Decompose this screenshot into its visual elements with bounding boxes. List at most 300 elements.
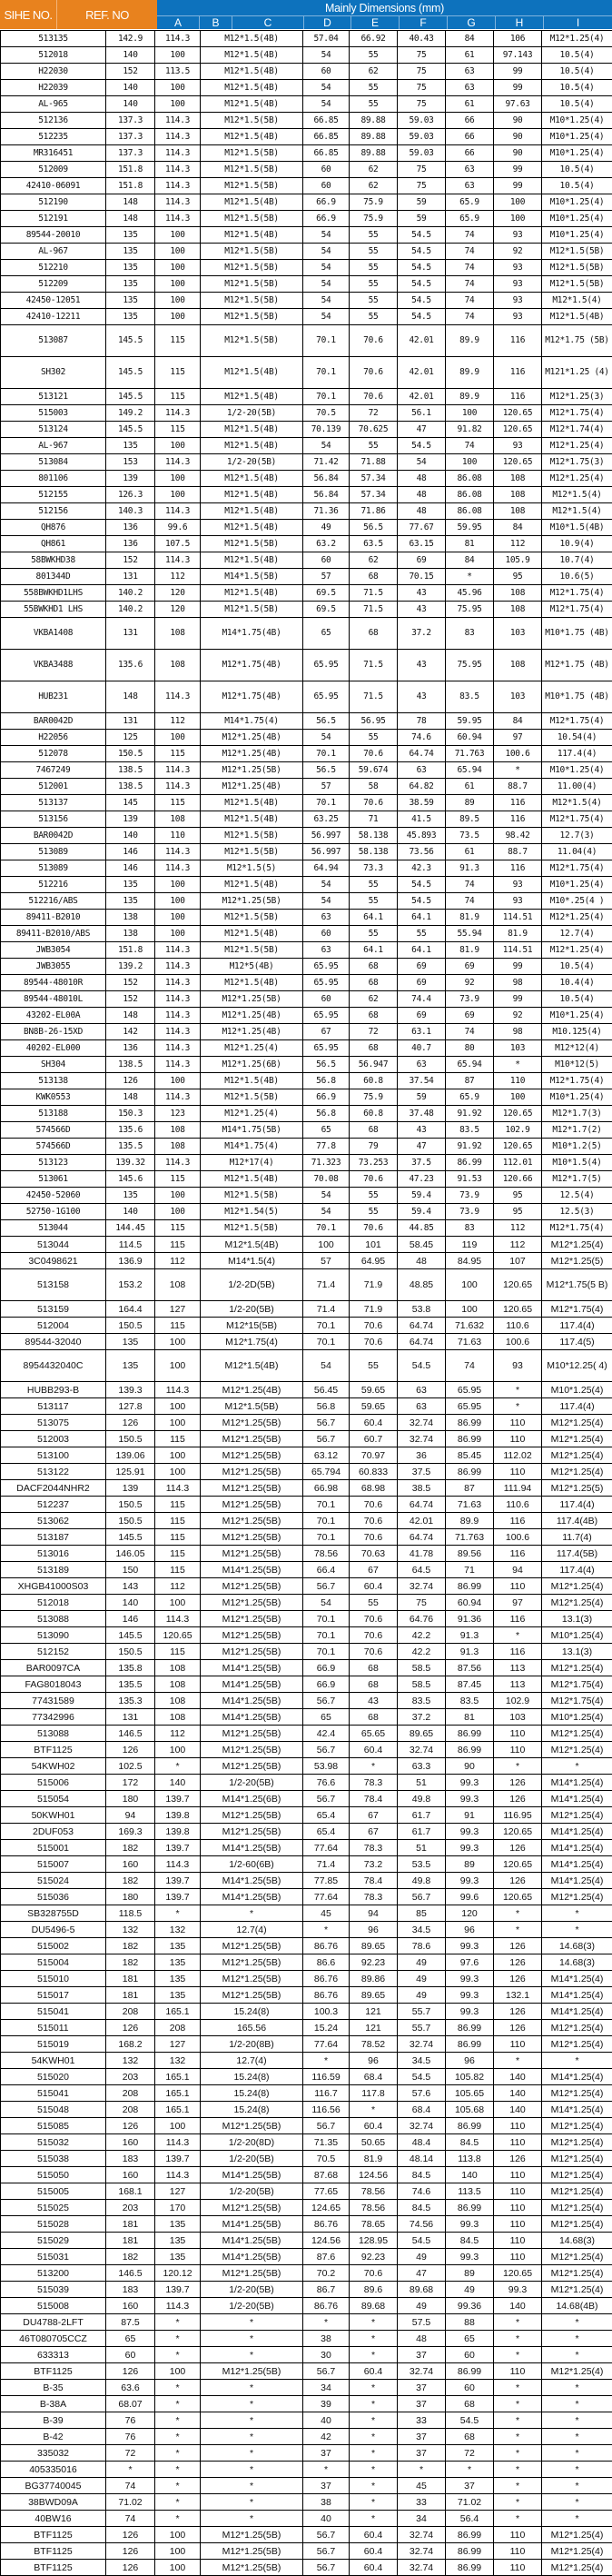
cell-col-ref: 139.2 (106, 959, 155, 975)
cell-col-f: 75 (398, 1595, 446, 1611)
cell-col-f: 42.2 (398, 1627, 446, 1644)
cell-col-thread: M12*1.5(5B) (201, 309, 303, 325)
cell-col-d: 54 (303, 438, 350, 454)
cell-col-thread: M12*1.25(5B) (201, 1627, 303, 1644)
cell-part-no: 513156 (1, 811, 106, 828)
cell-col-h: 120.66 (494, 1171, 542, 1188)
cell-part-no: 512018 (1, 47, 106, 64)
cell-col-a: 108 (155, 1709, 201, 1726)
cell-col-e: 60.4 (350, 1742, 398, 1758)
table-row (1, 2249, 612, 2265)
cell-col-h: * (494, 2511, 542, 2527)
cell-col-thread: M12*1.5(4B) (201, 227, 303, 244)
cell-col-ref: 139.06 (106, 1447, 155, 1464)
cell-col-a: 100 (155, 309, 201, 325)
cell-col-a: 114.3 (155, 1024, 201, 1040)
cell-col-h: 93 (494, 1350, 542, 1382)
cell-col-h: * (494, 1398, 542, 1415)
cell-col-h: 102.9 (494, 1693, 542, 1709)
cell-part-no: 513062 (1, 1513, 106, 1529)
cell-col-a: 100 (155, 877, 201, 893)
cell-col-e: * (350, 1758, 398, 1775)
cell-col-thread: * (201, 2478, 303, 2494)
cell-col-e: 57.34 (350, 471, 398, 487)
cell-col-g: 86.99 (446, 2036, 494, 2053)
cell-col-h: 120.65 (494, 422, 542, 438)
cell-col-thread: M12*1.5(4B) (201, 96, 303, 113)
cell-col-f: 69 (398, 975, 446, 991)
cell-col-h: 111.94 (494, 1480, 542, 1497)
cell-col-thread: M12*1.25(5B) (201, 1431, 303, 1447)
table-row (1, 520, 612, 536)
cell-part-no: 40BW16 (1, 2511, 106, 2527)
cell-part-no: 515010 (1, 1971, 106, 1987)
cell-col-h: 116 (494, 357, 542, 389)
cell-col-a: 100 (155, 1334, 201, 1350)
cell-col-f: 49 (398, 2249, 446, 2265)
cell-col-ref: 182 (106, 1873, 155, 1889)
cell-col-a: 100 (155, 730, 201, 746)
cell-col-i: M12*1.25(4) (542, 2363, 612, 2380)
cell-col-h: 97.143 (494, 47, 542, 64)
cell-part-no: 801344D (1, 569, 106, 585)
cell-col-g: 37 (446, 2478, 494, 2494)
cell-col-ref: 160 (106, 2298, 155, 2314)
cell-col-i: * (542, 1758, 612, 1775)
cell-col-e: 55 (350, 1188, 398, 1204)
table-row (1, 893, 612, 910)
cell-col-g: 71.63 (446, 1497, 494, 1513)
cell-col-e: 55 (350, 96, 398, 113)
cell-col-g: 74 (446, 309, 494, 325)
cell-col-a: * (155, 2331, 201, 2347)
cell-col-i: * (542, 2429, 612, 2445)
cell-col-e: 71.88 (350, 454, 398, 471)
cell-col-e: 68 (350, 975, 398, 991)
cell-col-e: 72 (350, 1024, 398, 1040)
cell-col-d: 39 (303, 2396, 350, 2412)
table-row (1, 1758, 612, 1775)
cell-col-f: 48 (398, 503, 446, 520)
cell-col-thread: M14*1.25(5B) (201, 1840, 303, 1856)
cell-col-a: 135 (155, 1971, 201, 1987)
cell-col-ref: 140 (106, 80, 155, 96)
cell-col-i: 10.5(4) (542, 64, 612, 80)
cell-part-no: 558BWKHD1LHS (1, 585, 106, 602)
cell-col-ref: 150.5 (106, 1431, 155, 1447)
cell-part-no: 512155 (1, 487, 106, 503)
cell-col-thread: M12*1.5(5B) (201, 145, 303, 162)
cell-col-i: 13.1(3) (542, 1644, 612, 1660)
cell-col-g: 74 (446, 227, 494, 244)
cell-col-h: 95 (494, 1188, 542, 1204)
table-row (1, 309, 612, 325)
cell-part-no: 89411-B2010/ABS (1, 926, 106, 942)
cell-col-e: 71.5 (350, 602, 398, 618)
cell-col-i: M14*1.25(4) (542, 1873, 612, 1889)
cell-part-no: 515048 (1, 2102, 106, 2118)
cell-col-f: 32.74 (398, 2527, 446, 2543)
table-row (1, 454, 612, 471)
cell-col-f: 48.4 (398, 2134, 446, 2151)
cell-col-thread: M12*1.25(5B) (201, 2527, 303, 2543)
cell-col-f: 63.3 (398, 1758, 446, 1775)
cell-col-ref: 135.8 (106, 1660, 155, 1676)
cell-col-h: 100 (494, 1089, 542, 1106)
cell-col-g: 80 (446, 1040, 494, 1057)
cell-col-d: 54 (303, 227, 350, 244)
cell-part-no: DACF2044NHR2 (1, 1480, 106, 1497)
cell-col-ref: 151.8 (106, 178, 155, 194)
table-row (1, 762, 612, 779)
cell-col-h: 103 (494, 618, 542, 650)
cell-col-g: 99.3 (446, 1775, 494, 1791)
table-row (1, 1807, 612, 1824)
table-row (1, 129, 612, 145)
cell-col-e: 68 (350, 1122, 398, 1139)
cell-col-d: 65.4 (303, 1824, 350, 1840)
cell-col-ref: 102.5 (106, 1758, 155, 1775)
cell-col-a: 139.8 (155, 1807, 201, 1824)
cell-col-ref: 168.1 (106, 2183, 155, 2200)
cell-col-i: M12*1.75(4) (542, 811, 612, 828)
cell-col-d: 49 (303, 520, 350, 536)
cell-col-a: 115 (155, 325, 201, 357)
cell-col-g: 99.3 (446, 1987, 494, 2004)
cell-part-no: 515002 (1, 1938, 106, 1954)
cell-col-a: 108 (155, 1269, 201, 1301)
cell-part-no: BTF1125 (1, 2363, 106, 2380)
cell-col-d: 65 (303, 618, 350, 650)
cell-col-g: * (446, 2462, 494, 2478)
cell-col-h: 120.65 (494, 1269, 542, 1301)
cell-col-h: 120.65 (494, 1301, 542, 1318)
cell-col-a: 114.3 (155, 762, 201, 779)
cell-col-g: 89 (446, 1856, 494, 1873)
cell-col-g: 89.9 (446, 357, 494, 389)
cell-col-ref: 140.3 (106, 503, 155, 520)
cell-part-no: 42410-06091 (1, 178, 106, 194)
cell-col-d: 65.95 (303, 975, 350, 991)
cell-col-g: 59.95 (446, 520, 494, 536)
cell-col-thread: M12*1.5(4B) (201, 129, 303, 145)
cell-col-e: 71 (350, 811, 398, 828)
cell-col-h: 110 (494, 1415, 542, 1431)
cell-col-a: 100 (155, 438, 201, 454)
cell-col-ref: 208 (106, 2085, 155, 2102)
table-row (1, 975, 612, 991)
cell-part-no: 512003 (1, 1431, 106, 1447)
cell-col-g: 60 (446, 2347, 494, 2363)
cell-col-d: 34 (303, 2380, 350, 2396)
cell-col-d: 77.64 (303, 1840, 350, 1856)
cell-col-a: 115 (155, 1220, 201, 1237)
cell-col-h: 116 (494, 389, 542, 405)
cell-col-g: 61 (446, 779, 494, 795)
cell-col-a: 114.3 (155, 113, 201, 129)
cell-part-no: 42450-52060 (1, 1188, 106, 1204)
table-row (1, 991, 612, 1008)
cell-col-a: 115 (155, 746, 201, 762)
cell-col-h: * (494, 762, 542, 779)
cell-col-f: 37.5 (398, 1464, 446, 1480)
cell-part-no: BTF1125 (1, 2527, 106, 2543)
cell-col-ref: 140 (106, 1204, 155, 1220)
cell-col-d: 54 (303, 1188, 350, 1204)
cell-col-f: * (398, 2462, 446, 2478)
cell-col-d: 54 (303, 877, 350, 893)
cell-col-g: 91 (446, 1807, 494, 1824)
cell-col-g: 87.56 (446, 1660, 494, 1676)
cell-col-ref: 76 (106, 2412, 155, 2429)
table-row (1, 844, 612, 860)
cell-col-a: 114.3 (155, 2298, 201, 2314)
cell-col-e: 67 (350, 1824, 398, 1840)
cell-part-no: 55BWKHD1 LHS (1, 602, 106, 618)
cell-col-thread: * (201, 2462, 303, 2478)
cell-col-ref: 150.3 (106, 1106, 155, 1122)
cell-col-ref: 160 (106, 1856, 155, 1873)
table-row (1, 1513, 612, 1529)
cell-col-h: 92 (494, 1008, 542, 1024)
cell-col-f: 32.74 (398, 2560, 446, 2576)
cell-col-d: 56.7 (303, 2118, 350, 2134)
cell-col-a: 108 (155, 811, 201, 828)
cell-col-ref: 140 (106, 828, 155, 844)
cell-col-thread: M14*1.25(5B) (201, 2233, 303, 2249)
table-row (1, 2069, 612, 2085)
cell-col-f: 36 (398, 1447, 446, 1464)
cell-col-ref: 60 (106, 2347, 155, 2363)
cell-col-d: 124.65 (303, 2200, 350, 2216)
cell-col-thread: M12*1.25(5B) (201, 1464, 303, 1480)
cell-col-f: 42.01 (398, 357, 446, 389)
cell-col-g: 87 (446, 1480, 494, 1497)
cell-col-i: 117.4(5B) (542, 1546, 612, 1562)
cell-col-h: 93 (494, 877, 542, 893)
cell-part-no: 515085 (1, 2118, 106, 2134)
cell-col-e: 55 (350, 730, 398, 746)
cell-col-g: 65.9 (446, 1089, 494, 1106)
header-ref-no: REF. NO (57, 0, 157, 29)
cell-col-thread: M12*1.25(5B) (201, 1807, 303, 1824)
cell-col-a: * (155, 2396, 201, 2412)
cell-col-f: 33 (398, 2412, 446, 2429)
cell-col-e: 81.9 (350, 2151, 398, 2167)
cell-col-a: 132 (155, 2053, 201, 2069)
cell-col-thread: M12*1.5(5B) (201, 162, 303, 178)
cell-col-f: 54.5 (398, 893, 446, 910)
cell-col-ref: 180 (106, 1791, 155, 1807)
cell-col-a: 108 (155, 1693, 201, 1709)
cell-col-i: M12*1.25(4) (542, 2183, 612, 2200)
cell-col-ref: 135 (106, 438, 155, 454)
cell-col-f: 34 (398, 2511, 446, 2527)
table-row (1, 2183, 612, 2200)
cell-col-e: 55 (350, 926, 398, 942)
cell-col-i: M12*1.25(4) (542, 2543, 612, 2560)
cell-col-thread: M12*1.25(5B) (201, 1742, 303, 1758)
table-row (1, 2543, 612, 2560)
cell-col-d: 42.4 (303, 1726, 350, 1742)
table-row (1, 681, 612, 713)
cell-col-d: 37 (303, 2478, 350, 2494)
cell-col-e: 55 (350, 276, 398, 293)
cell-part-no: DU4788-2LFT (1, 2314, 106, 2331)
cell-col-d: 70.2 (303, 2265, 350, 2282)
cell-col-f: 56.7 (398, 1889, 446, 1905)
cell-col-d: 57.04 (303, 31, 350, 47)
cell-part-no: 515032 (1, 2134, 106, 2151)
cell-col-g: 86.99 (446, 1155, 494, 1171)
cell-col-g: 99.6 (446, 1889, 494, 1905)
table-row (1, 1089, 612, 1106)
cell-col-ref: 140.2 (106, 585, 155, 602)
cell-col-e: 73.2 (350, 1856, 398, 1873)
cell-col-a: 114.3 (155, 178, 201, 194)
cell-col-thread: M12*1.25(5B) (201, 2118, 303, 2134)
cell-col-ref: 137.3 (106, 129, 155, 145)
cell-col-i: M12*1.5(5B) (542, 260, 612, 276)
cell-col-h: 126 (494, 1791, 542, 1807)
cell-col-thread: * (201, 2314, 303, 2331)
cell-col-e: 58 (350, 779, 398, 795)
cell-col-d: 71.4 (303, 1301, 350, 1318)
cell-col-f: 48 (398, 487, 446, 503)
cell-col-e: 68 (350, 569, 398, 585)
cell-part-no: 515019 (1, 2036, 106, 2053)
cell-col-ref: 65 (106, 2331, 155, 2347)
cell-col-a: 100 (155, 2527, 201, 2543)
cell-col-e: 70.6 (350, 1334, 398, 1350)
cell-col-f: 54.5 (398, 227, 446, 244)
cell-col-h: 112.01 (494, 1155, 542, 1171)
cell-col-f: 54.5 (398, 244, 446, 260)
cell-part-no: JWB3054 (1, 942, 106, 959)
cell-part-no: SB328755D (1, 1905, 106, 1922)
cell-col-thread: M14*1.75(4) (201, 1139, 303, 1155)
cell-col-e: 55 (350, 1350, 398, 1382)
cell-col-i: M10*12.25( 4) (542, 1350, 612, 1382)
cell-col-d: 65.95 (303, 1008, 350, 1024)
cell-col-i: M10*1.25(4) (542, 129, 612, 145)
cell-col-ref: 146.05 (106, 1546, 155, 1562)
cell-col-ref: 140 (106, 1595, 155, 1611)
cell-col-d: 78.56 (303, 1546, 350, 1562)
table-row (1, 959, 612, 975)
cell-col-g: 105.82 (446, 2069, 494, 2085)
cell-col-a: 115 (155, 1431, 201, 1447)
cell-part-no: QH861 (1, 536, 106, 552)
cell-col-i: M12*1.75(4) (542, 1220, 612, 1237)
cell-col-thread: M14*1.25(5B) (201, 1693, 303, 1709)
cell-col-ref: 152 (106, 552, 155, 569)
cell-col-a: 165.1 (155, 2069, 201, 2085)
cell-part-no: 513159 (1, 1301, 106, 1318)
cell-col-thread: * (201, 2380, 303, 2396)
cell-col-thread: M12*1.5(4B) (201, 811, 303, 828)
cell-col-ref: 135 (106, 293, 155, 309)
cell-col-f: 59.03 (398, 113, 446, 129)
cell-col-a: 123 (155, 1106, 201, 1122)
cell-col-ref: 145.5 (106, 389, 155, 405)
cell-col-i: M12*1.75 (5B) (542, 325, 612, 357)
cell-part-no: 515031 (1, 2249, 106, 2265)
cell-col-d: 63.25 (303, 811, 350, 828)
table-row (1, 2511, 612, 2527)
cell-col-e: 78.3 (350, 1775, 398, 1791)
cell-col-f: 37 (398, 2396, 446, 2412)
cell-col-e: 64.1 (350, 910, 398, 926)
cell-col-a: 115 (155, 1171, 201, 1188)
cell-col-f: 48 (398, 2331, 446, 2347)
cell-col-i: M12*1.5(4) (542, 487, 612, 503)
cell-col-e: 59.65 (350, 1398, 398, 1415)
cell-col-e: 62 (350, 64, 398, 80)
cell-col-g: 99.3 (446, 1824, 494, 1840)
cell-col-e: 68 (350, 1676, 398, 1693)
cell-col-f: 47 (398, 422, 446, 438)
cell-col-ref: 114.5 (106, 1237, 155, 1253)
cell-col-i: M12*1.25(4) (542, 1807, 612, 1824)
cell-col-d: 69.5 (303, 585, 350, 602)
cell-col-ref: 180 (106, 1889, 155, 1905)
cell-col-d: 60 (303, 926, 350, 942)
table-row (1, 162, 612, 178)
cell-col-g: 92 (446, 975, 494, 991)
cell-col-h: 103 (494, 1040, 542, 1057)
cell-col-i: M12*1.75(4) (542, 1073, 612, 1089)
cell-col-f: 49.8 (398, 1791, 446, 1807)
cell-col-a: 100 (155, 1350, 201, 1382)
cell-col-a: 115 (155, 422, 201, 438)
cell-col-e: 89.68 (350, 2298, 398, 2314)
cell-col-a: * (155, 2380, 201, 2396)
cell-part-no: 515028 (1, 2216, 106, 2233)
cell-part-no: AL-965 (1, 96, 106, 113)
cell-col-h: 116.95 (494, 1807, 542, 1824)
cell-col-thread: M12*1.5(5B) (201, 1089, 303, 1106)
cell-col-a: 114.3 (155, 162, 201, 178)
cell-col-h: 88.7 (494, 779, 542, 795)
cell-col-f: 64.74 (398, 746, 446, 762)
cell-col-h: 84 (494, 713, 542, 730)
cell-col-d: 56.84 (303, 471, 350, 487)
cell-col-f: 69 (398, 552, 446, 569)
cell-col-e: 75.9 (350, 194, 398, 211)
cell-col-h: 93 (494, 309, 542, 325)
cell-col-a: 139.7 (155, 1889, 201, 1905)
cell-col-f: 38.59 (398, 795, 446, 811)
cell-col-d: 30 (303, 2347, 350, 2363)
cell-col-g: 81.9 (446, 942, 494, 959)
cell-part-no: 513075 (1, 1415, 106, 1431)
table-row (1, 1497, 612, 1513)
cell-part-no: 52750-1G100 (1, 1204, 106, 1220)
cell-col-thread: M12*1.5(5B) (201, 293, 303, 309)
cell-col-f: 49.8 (398, 1873, 446, 1889)
cell-col-h: 140 (494, 2069, 542, 2085)
cell-col-d: 54 (303, 47, 350, 64)
cell-col-g: 86.99 (446, 2020, 494, 2036)
cell-col-h: * (494, 2396, 542, 2412)
cell-col-g: 63 (446, 178, 494, 194)
cell-col-d: 54 (303, 244, 350, 260)
table-row (1, 569, 612, 585)
table-row (1, 211, 612, 227)
cell-col-h: 93 (494, 260, 542, 276)
cell-col-h: * (494, 1905, 542, 1922)
